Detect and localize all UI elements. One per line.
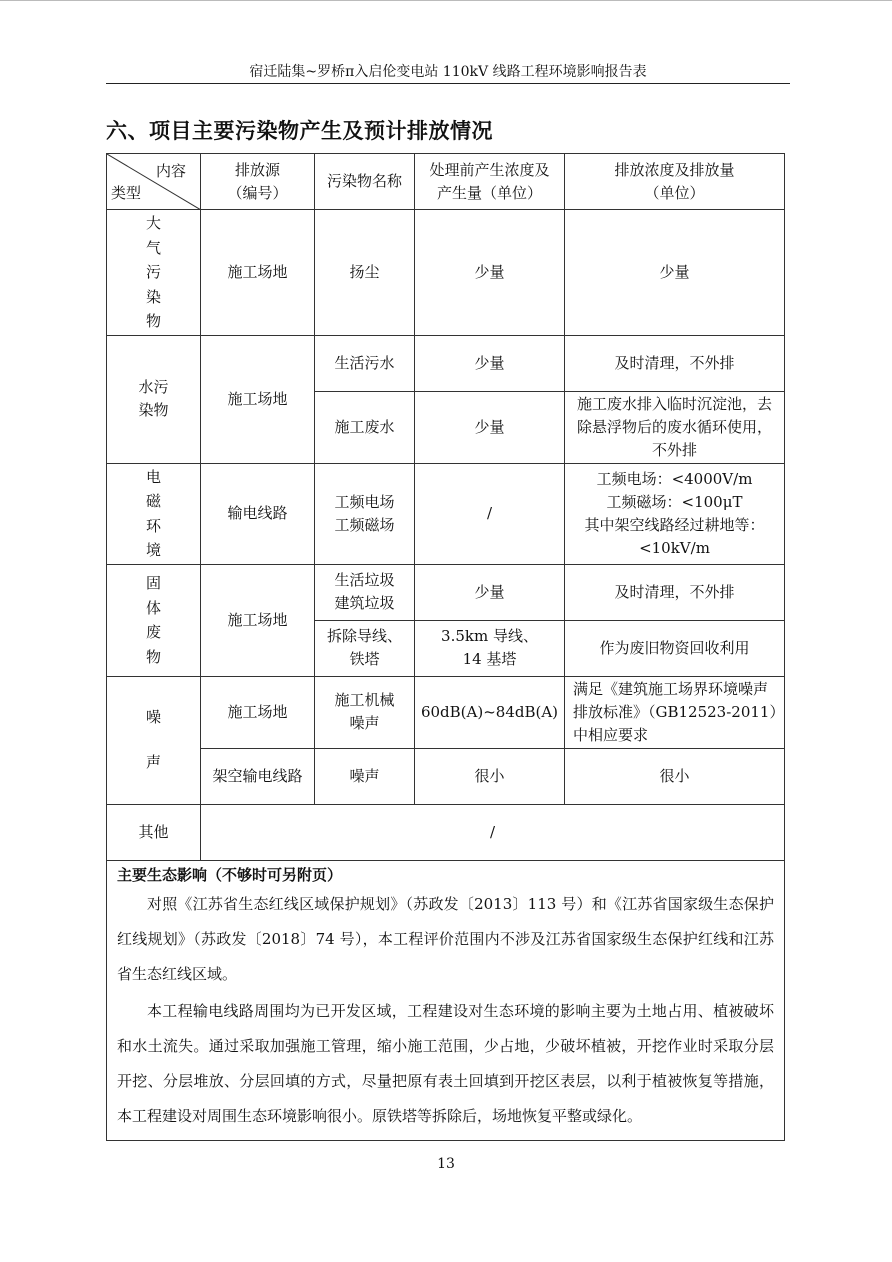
eco-title: 主要生态影响（不够时可另附页） (117, 865, 343, 884)
source-cell: 施工场地 (201, 210, 315, 336)
source-cell: 施工场地 (201, 676, 315, 748)
pollutant-cell: 施工废水 (315, 391, 415, 463)
before-cell: 3.5km 导线、 14 基塔 (415, 620, 565, 676)
table-row-other (107, 804, 785, 860)
table-row-solid-1 (107, 564, 785, 620)
source-cell: 施工场地 (201, 564, 315, 676)
header-before: 处理前产生浓度及 产生量（单位） (415, 154, 565, 210)
type-air: 大 气 污 染 物 (107, 210, 201, 336)
table-row-air (107, 210, 785, 336)
page-top-edge (0, 0, 892, 1)
before-cell: 少量 (415, 335, 565, 391)
after-cell: 少量 (565, 210, 785, 336)
pollutant-cell: 扬尘 (315, 210, 415, 336)
after-cell: 作为废旧物资回收利用 (565, 620, 785, 676)
before-cell: 少量 (415, 391, 565, 463)
pollutant-cell: 噪声 (315, 748, 415, 804)
type-em: 电 磁 环 境 (107, 463, 201, 564)
source-cell: 施工场地 (201, 335, 315, 463)
pollutant-cell: 拆除导线、 铁塔 (315, 620, 415, 676)
table-row-water-1 (107, 335, 785, 391)
header-pollutant: 污染物名称 (315, 154, 415, 210)
after-cell: 很小 (565, 748, 785, 804)
type-solid: 固 体 废 物 (107, 564, 201, 676)
table-row-noise-1 (107, 676, 785, 748)
corner-type-label: 类型 (111, 184, 142, 202)
after-cell: 施工废水排入临时沉淀池，去 除悬浮物后的废水循环使用， 不外排 (565, 391, 785, 463)
header-source: 排放源 （编号） (201, 154, 315, 210)
page-number: 13 (437, 1156, 455, 1172)
after-cell: 工频电场：<4000V/m 工频磁场：<100μT 其中架空线路经过耕地等： <10kV/m (565, 463, 785, 564)
other-value: / (201, 804, 785, 860)
eco-paragraph-2: 本工程输电线路周围均为已开发区域，工程建设对生态环境的影响主要为土地占用、植被破坏和水土流失。通过采取加强施工管理，缩小施工范围，少占地，少破坏植被，开挖作业时采取分层开挖、分层堆放、分层回填的方式，尽量把原有表土回填到开挖区表层，以利于植被恢复等措施，本工程建设对周围生态环境影响很小。原铁塔等拆除后，场地恢复平整或绿化。 (117, 1001, 774, 1125)
pollutant-cell: 生活垃圾 建筑垃圾 (315, 564, 415, 620)
pollutant-cell: 生活污水 (315, 335, 415, 391)
type-other: 其他 (107, 804, 201, 860)
pollutant-cell: 工频电场 工频磁场 (315, 463, 415, 564)
before-cell: 少量 (415, 564, 565, 620)
type-water: 水污 染物 (107, 335, 201, 463)
pollutant-cell: 施工机械 噪声 (315, 676, 415, 748)
header-rule (106, 83, 790, 84)
source-cell: 架空输电线路 (201, 748, 315, 804)
type-noise: 噪 声 (107, 676, 201, 804)
corner-content-label: 内容 (155, 162, 186, 180)
before-cell: 60dB(A)~84dB(A) (415, 676, 565, 748)
table-row-noise-2 (107, 748, 785, 804)
table-header-row (107, 154, 785, 210)
pollutant-table (106, 153, 785, 1141)
after-cell: 满足《建筑施工场界环境噪声 排放标准》（GB12523-2011） 中相应要求 (565, 676, 785, 748)
header-after: 排放浓度及排放量 （单位） (565, 154, 785, 210)
before-cell: 很小 (415, 748, 565, 804)
after-cell: 及时清理，不外排 (565, 564, 785, 620)
eco-impact-cell (107, 860, 785, 1140)
table-row-eco (107, 860, 785, 1140)
before-cell: 少量 (415, 210, 565, 336)
after-cell: 及时清理，不外排 (565, 335, 785, 391)
before-cell: / (415, 463, 565, 564)
eco-paragraph-1: 对照《江苏省生态红线区域保护规划》（苏政发〔2013〕113 号）和《江苏省国家级生态保护红线规划》（苏政发〔2018〕74 号），本工程评价范围内不涉及江苏省国家级生态保护红线和江苏省生态红线区域。 (117, 894, 774, 983)
table-row-em (107, 463, 785, 564)
running-header: 宿迁陆集~罗桥π入启伦变电站 110kV 线路工程环境影响报告表 (249, 64, 647, 80)
section-title: 六、项目主要污染物产生及预计排放情况 (106, 119, 493, 143)
corner-header-cell (107, 154, 201, 210)
source-cell: 输电线路 (201, 463, 315, 564)
